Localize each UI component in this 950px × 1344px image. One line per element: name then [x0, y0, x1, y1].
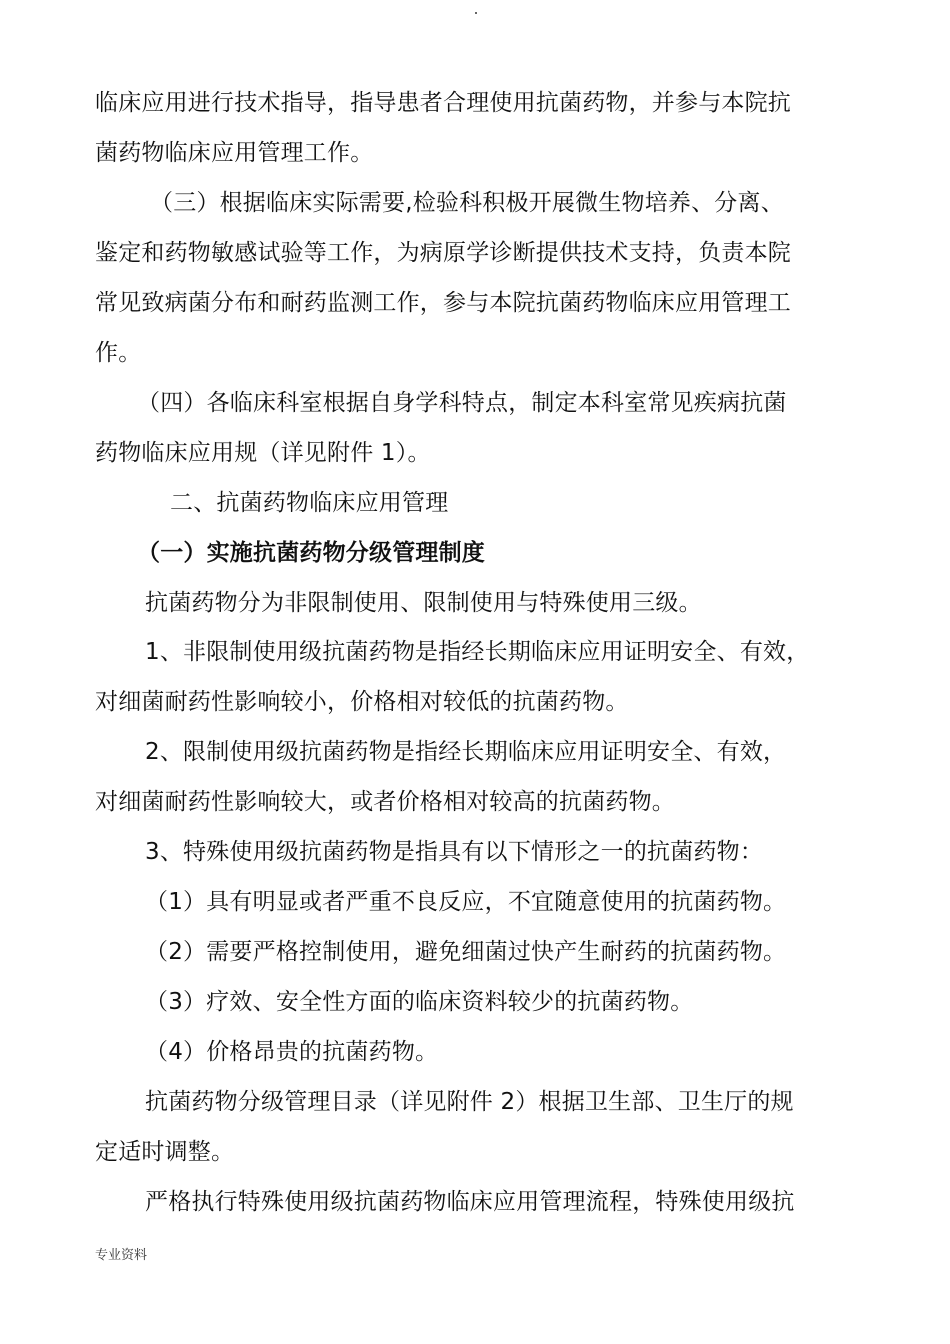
subsection-heading: （一）实施抗菌药物分级管理制度	[137, 540, 485, 566]
text-line: 定适时调整。	[95, 1139, 235, 1165]
text-line: 对细菌耐药性影响较大，或者价格相对较高的抗菌药物。	[95, 789, 675, 815]
text-line: 3、特殊使用级抗菌药物是指具有以下情形之一的抗菌药物：	[145, 839, 764, 865]
page-dot-mark	[475, 12, 477, 14]
footer-label: 专业资料	[95, 1248, 148, 1263]
text-line: 常见致病菌分布和耐药监测工作，参与本院抗菌药物临床应用管理工	[95, 290, 791, 316]
text-line: （1）具有明显或者严重不良反应，不宜随意使用的抗菌药物。	[145, 889, 787, 915]
text-line: （四）各临床科室根据自身学科特点，制定本科室常见疾病抗菌	[137, 390, 787, 416]
text-line: （三）根据临床实际需要,检验科积极开展微生物培养、分离、	[150, 190, 784, 216]
text-line: 严格执行特殊使用级抗菌药物临床应用管理流程，特殊使用级抗	[145, 1189, 795, 1215]
text-line: （2）需要严格控制使用，避免细菌过快产生耐药的抗菌药物。	[145, 939, 787, 965]
text-line: 1、非限制使用级抗菌药物是指经长期临床应用证明安全、有效，	[145, 639, 810, 665]
text-line: 菌药物临床应用管理工作。	[95, 140, 374, 166]
text-line: 对细菌耐药性影响较小，价格相对较低的抗菌药物。	[95, 689, 629, 715]
text-line: 抗菌药物分级管理目录（详见附件 2）根据卫生部、卫生厅的规	[145, 1089, 794, 1115]
text-line: 临床应用进行技术指导，指导患者合理使用抗菌药物，并参与本院抗	[95, 90, 791, 116]
text-line: 作。	[95, 340, 142, 366]
text-line: 药物临床应用规（详见附件 1）。	[95, 440, 431, 466]
text-line: 2、限制使用级抗菌药物是指经长期临床应用证明安全、有效，	[145, 739, 787, 765]
text-line: 鉴定和药物敏感试验等工作，为病原学诊断提供技术支持，负责本院	[95, 240, 791, 266]
text-line: （3）疗效、安全性方面的临床资料较少的抗菌药物。	[145, 989, 694, 1015]
text-line: （4）价格昂贵的抗菌药物。	[145, 1039, 439, 1065]
section-heading: 二、抗菌药物临床应用管理	[170, 490, 449, 516]
text-line: 抗菌药物分为非限制使用、限制使用与特殊使用三级。	[145, 590, 702, 616]
